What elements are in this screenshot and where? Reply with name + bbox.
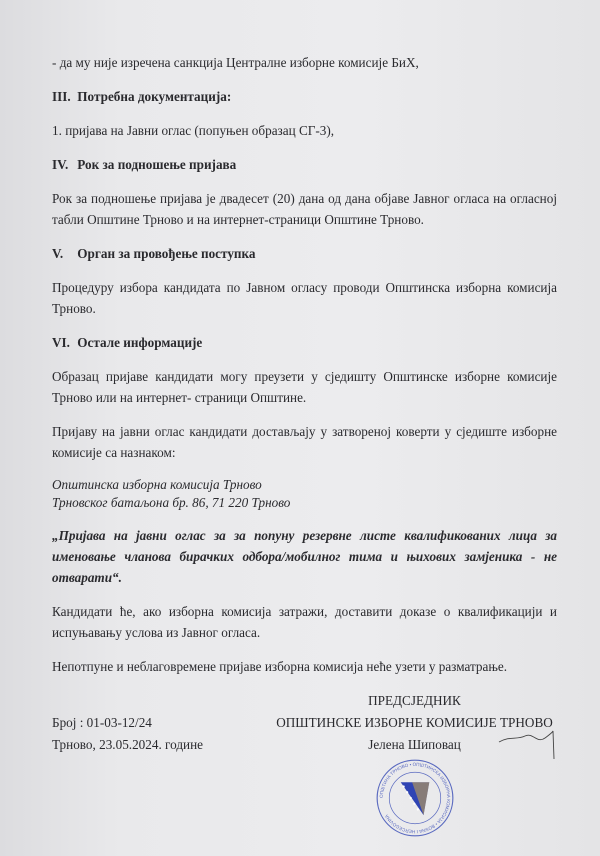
evidence-paragraph: Кандидати ће, ако изборна комисија затражи, доставити доказе о квалификацији и испуњавању услова из Јавног огласа. [52, 604, 557, 640]
signer-title: ПРЕДСЈЕДНИК [368, 693, 461, 708]
document-page [52, 52, 557, 838]
official-stamp-seal [375, 758, 455, 838]
section-heading-other-info: VI. Остале информације [52, 335, 203, 350]
delivery-paragraph: Пријаву на јавни оглас кандидати достављају у затвореној коверти у сједиште изборне комисије са назнаком: [52, 424, 557, 460]
documentation-item: 1. пријава на Јавни оглас (попуњен образац СГ-3), [52, 123, 335, 138]
deadline-paragraph: Рок за подношење пријава је двадесет (20) дана од дана објаве Јавног огласа на огласној табли Општине Трново и на интернет-страници Општине Трново. [52, 191, 557, 227]
footer [52, 690, 557, 838]
incomplete-paragraph: Непотпуне и неблаговремене пријаве изборна комисија неће узети у разматрање. [52, 659, 508, 674]
intro-line: - да му није изречена санкција Централне изборне комисије БиХ, [52, 55, 419, 70]
section-heading-documentation: III. Потребна документација: [52, 89, 232, 104]
section-heading-authority: V. Орган за провођење поступка [52, 246, 256, 261]
signer-organization: ОПШТИНСКЕ ИЗБОРНЕ КОМИСИЈЕ ТРНОВО [276, 715, 553, 730]
section-heading-deadline: IV. Рок за подношење пријава [52, 157, 237, 172]
reference-block [52, 690, 203, 838]
address-line: Општинска изборна комисија Трново [52, 477, 262, 492]
signature-block [272, 690, 557, 838]
procedure-paragraph: Процедуру избора кандидата по Јавном огласу проводи Општинска изборна комисија Трново. [52, 280, 557, 316]
envelope-mark: „Пријава на јавни оглас за за попуну резервне листе квалификованих лица за именовање чланова бирачких одбора/мобилног тима и њихових замјеника - не отварати“. [52, 528, 557, 585]
document-number: Број : 01-03-12/24 [52, 715, 152, 730]
stamp-text: ОПШТИНА ТРНОВО • ОПШТИНСКА ИЗБОРНА КОМИСИЈА • BOSNA I HERCEGOVINA [378, 761, 451, 835]
place-date: Трново, 23.05.2024. године [52, 737, 204, 752]
handwritten-signature [497, 730, 557, 760]
signer-name: Јелена Шиповац [368, 737, 461, 752]
address-block [52, 476, 557, 512]
address-line: Трновског батаљона бр. 86, 71 220 Трново [52, 495, 291, 510]
form-paragraph: Образац пријаве кандидати могу преузети у сједишту Општинске изборне комисије Трново или на интернет- страници Општине. [52, 369, 557, 405]
